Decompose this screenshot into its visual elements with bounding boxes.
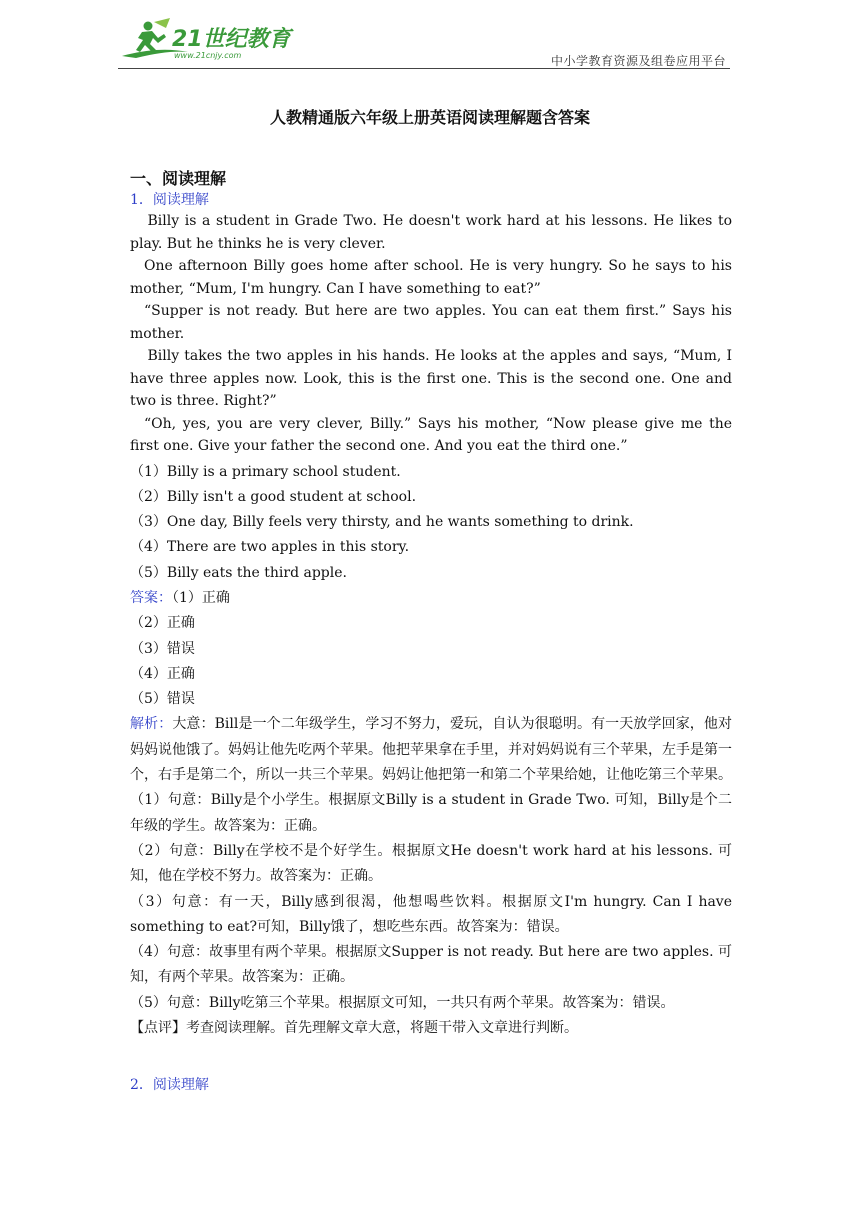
section-heading: 一、阅读理解 (130, 169, 227, 188)
question-item: （3）One day, Billy feels very thirsty, and he wants something to drink. (130, 514, 634, 531)
comment: 【点评】考查阅读理解。首先理解文章大意，将题干带入文章进行判断。 (130, 1020, 578, 1037)
answer-item: （5）错误 (130, 691, 195, 708)
analysis-label: 解析： (130, 716, 173, 733)
answer-label: 答案： (130, 589, 172, 606)
analysis-item: （5）句意：Billy吃第三个苹果。根据原文可知，一共只有两个苹果。故答案为：错误。 (130, 994, 675, 1011)
reading-passage (130, 210, 732, 458)
passage-paragraph: “Supper is not ready. But here are two apples. You can eat them first.” Says his mother. (130, 303, 732, 342)
passage-paragraph: Billy takes the two apples in his hands. He looks at the apples and says, “Mum, I have three apples now. Look, this is the first one. This is the second one. One and two is three. Right?” (130, 348, 732, 409)
document-body (130, 168, 732, 1099)
analysis-block (130, 712, 732, 1041)
question-item: （4）There are two apples in this story. (130, 539, 410, 556)
question-1-label: 1．阅读理解 (130, 192, 209, 208)
question-2-label: 2．阅读理解 (130, 1077, 209, 1094)
answer-item: （2）正确 (130, 615, 195, 632)
answer-item: （4）正确 (130, 665, 195, 682)
passage-paragraph: Billy is a student in Grade Two. He doesn't work hard at his lessons. He likes to play. But he thinks he is very clever. (130, 213, 732, 252)
analysis-item: （1）句意：Billy是个小学生。根据原文Billy is a student in Grade Two. 可知，Billy是个二年级的学生。故答案为：正确。 (130, 792, 732, 834)
passage-paragraph: One afternoon Billy goes home after school. He is very hungry. So he says to his mother, “Mum, I'm hungry. Can I have something to eat?” (130, 258, 732, 297)
question-item: （5）Billy eats the third apple. (130, 564, 347, 581)
page-header (118, 16, 730, 72)
analysis-item: （4）句意：故事里有两个苹果。根据原文Supper is not ready. But here are two apples. 可知，有两个苹果。故答案为：正确。 (130, 944, 732, 986)
analysis-item: （3）句意：有一天，Billy感到很渴，他想喝些饮料。根据原文I'm hungry. Can I have something to eat?可知，Billy饿了，想吃些东西。故答案为：错误。 (130, 893, 732, 935)
question-item: （2）Billy isn't a good student at school. (130, 488, 417, 505)
passage-paragraph: “Oh, yes, you are very clever, Billy.” Says his mother, “Now please give me the first one. Give your father the second one. And you eat the third one.” (130, 415, 732, 454)
header-divider (118, 68, 730, 69)
document-title: 人教精通版六年级上册英语阅读理解题含答案 (269, 108, 590, 127)
answer-item: （1）正确 (172, 589, 230, 606)
logo-url: www.21cnjy.com (174, 51, 242, 60)
question-item: （1）Billy is a primary school student. (130, 463, 401, 480)
question-list (130, 460, 732, 586)
answer-item: （3）错误 (130, 640, 195, 657)
site-logo[interactable] (118, 16, 298, 62)
runner-logo-icon (118, 16, 298, 62)
answer-block (130, 586, 732, 712)
logo-text: 21世纪教育 (172, 27, 291, 52)
platform-tagline: 中小学教育资源及组卷应用平台 (550, 54, 726, 68)
analysis-intro: 大意：Bill是一个二年级学生，学习不努力，爱玩，自认为很聪明。有一天放学回家，他对妈妈说他饿了。妈妈让他先吃两个苹果。他把苹果拿在手里，并对妈妈说有三个苹果，左手是第一个，右手是第二个，所以一共三个苹果。妈妈让他把第一和第二个苹果给她，让他吃第三个苹果。 (130, 716, 733, 784)
analysis-item: （2）句意：Billy在学校不是个好学生。根据原文He doesn't work hard at his lessons. 可知，他在学校不努力。故答案为：正确。 (130, 842, 732, 885)
